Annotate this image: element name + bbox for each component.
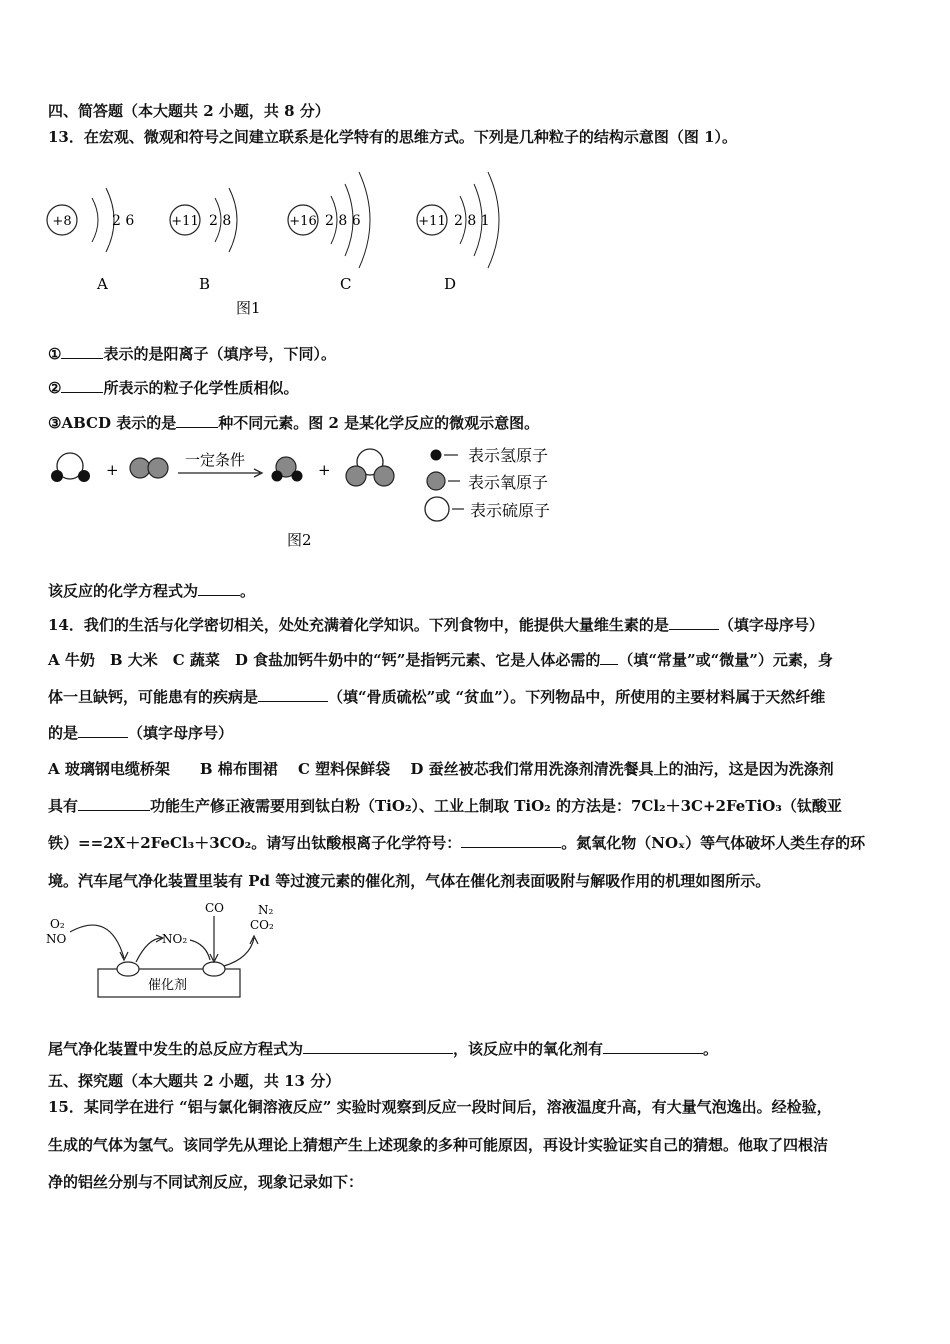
figure-2-caption: 图2 (287, 531, 312, 549)
atom-b-label: B (199, 275, 211, 293)
q14-line-8: 境。汽车尾气净化装置里装有 Pd 等过渡元素的催化剂，气体在催化剂表面吸附与解吸作用的机理如图所示。 (48, 872, 771, 890)
output-co2: CO₂ (250, 918, 274, 932)
answer-blank[interactable] (603, 1039, 703, 1054)
atom-d-shells: 2 8 1 (454, 213, 490, 229)
catalyst-label: 催化剂 (148, 978, 188, 993)
answer-blank[interactable] (600, 650, 618, 665)
q13-sub3: ③ABCD 表示的是 种不同元素。图 2 是某化学反应的微观示意图。 (48, 414, 540, 432)
figure-1-atom-diagrams (40, 165, 520, 315)
reactant-molecule-2 (130, 458, 168, 478)
q13-sub1: ① 表示的是阳离子（填序号，下同）。 (48, 345, 336, 363)
section-4-title: 四、简答题（本大题共 2 小题，共 8 分） (48, 102, 330, 120)
atom-b-shells: 2 8 (209, 213, 232, 229)
input-co: CO (205, 901, 225, 915)
section-5-title: 五、探究题（本大题共 2 小题，共 13 分） (48, 1072, 341, 1090)
q13-stem: 13．在宏观、微观和符号之间建立联系是化学特有的思维方式。下列是几种粒子的结构示意图（图 1）。 (48, 128, 738, 146)
plus-sign: + (106, 461, 119, 479)
product-molecule-2 (346, 449, 394, 486)
q14-line-5: A 玻璃钢电缆桥架 B 棉布围裙 C 塑料保鲜袋 D 蚕丝被芯我们常用洗涤剂清洗餐具上的油污，这是因为洗涤剂 (48, 760, 834, 778)
reactant-molecule-1 (51, 453, 90, 482)
figure-2-reaction-diagram (40, 440, 580, 555)
answer-blank[interactable] (176, 413, 218, 428)
answer-blank[interactable] (461, 833, 561, 848)
atom-a-shells: 2 6 (112, 213, 135, 229)
sulfur-icon (425, 497, 449, 521)
atom-b-nucleus: +11 (171, 214, 199, 229)
q15-line-3: 净的铝丝分别与不同试剂反应，现象记录如下： (48, 1173, 364, 1191)
atom-d-nucleus: +11 (418, 214, 446, 229)
atom-a (47, 188, 134, 252)
atom-d (417, 172, 499, 268)
output-n2: N₂ (258, 903, 274, 917)
hydrogen-icon (431, 450, 442, 461)
q14-line-9: 尾气净化装置中发生的总反应方程式为 ，该反应中的氧化剂有 。 (48, 1040, 719, 1058)
legend-hydrogen: 表示氢原子 (468, 446, 549, 465)
q14-line-1: 14．我们的生活与化学密切相关，处处充满着化学知识。下列食物中，能提供大量维生素的是 （填字母序号） (48, 616, 824, 634)
legend-sulfur: 表示硫原子 (470, 501, 551, 520)
legend (425, 446, 550, 521)
adsorption-site-2 (203, 962, 225, 976)
answer-blank[interactable] (78, 723, 128, 738)
legend-oxygen: 表示氧原子 (468, 473, 549, 492)
answer-blank[interactable] (198, 581, 240, 596)
reaction-condition: 一定条件 (185, 451, 246, 469)
figure-3-catalyst-mechanism (40, 900, 300, 1005)
q14-line-2: A 牛奶 B 大米 C 蔬菜 D 食盐加钙牛奶中的“钙”是指钙元素、它是人体必需的 （填“常量”或“微量”）元素，身 (48, 651, 833, 669)
atom-b (170, 188, 237, 252)
input-no: NO (46, 932, 67, 946)
intermediate-no2: NO₂ (162, 932, 188, 946)
answer-blank[interactable] (258, 687, 328, 702)
atom-d-label: D (444, 275, 457, 293)
atom-c-nucleus: +16 (289, 214, 317, 229)
adsorption-site-1 (117, 962, 139, 976)
q14-line-3: 体一旦缺钙，可能患有的疾病是 （填“骨质硫松”或 “贫血”）。下列物品中，所使用的主要材料属于天然纤维 (48, 688, 826, 706)
figure-1-caption: 图1 (236, 299, 261, 315)
answer-blank[interactable] (61, 344, 103, 359)
q13-equation: 该反应的化学方程式为 。 (48, 582, 256, 600)
oxygen-icon (427, 472, 445, 490)
q15-line-2: 生成的气体为氢气。该同学先从理论上猜想产生上述现象的多种可能原因，再设计实验证实自己的猜想。他取了四根洁 (48, 1136, 829, 1154)
atom-c-shells: 2 8 6 (325, 213, 361, 229)
answer-blank[interactable] (78, 796, 150, 811)
q14-line-4: 的是 （填字母序号） (48, 724, 234, 742)
answer-blank[interactable] (303, 1039, 453, 1054)
atom-a-label: A (97, 275, 108, 293)
q14-line-7: 铁）==2X＋2FeCl₃＋3CO₂。请写出钛酸根离子化学符号： 。氮氧化物（NOₓ）等气体破坏人类生存的环 (48, 834, 866, 852)
q14-line-6: 具有 功能生产修正液需要用到钛白粉（TiO₂）、工业上制取 TiO₂ 的方法是：7Cl₂＋3C+2FeTiO₃（钛酸亚 (48, 797, 842, 815)
q13-sub2: ② 所表示的粒子化学性质相似。 (48, 379, 299, 397)
atom-c-label: C (340, 275, 352, 293)
plus-sign-2: + (318, 461, 331, 479)
answer-blank[interactable] (669, 615, 719, 630)
q15-line-1: 15．某同学在进行 “铝与氯化铜溶液反应” 实验时观察到反应一段时间后，溶液温度升高，有大量气泡逸出。经检验， (48, 1098, 832, 1116)
atom-a-nucleus: +8 (52, 214, 72, 229)
product-molecule-1 (272, 457, 303, 482)
answer-blank[interactable] (61, 378, 103, 393)
input-o2: O₂ (50, 917, 65, 931)
atom-c (288, 172, 370, 268)
